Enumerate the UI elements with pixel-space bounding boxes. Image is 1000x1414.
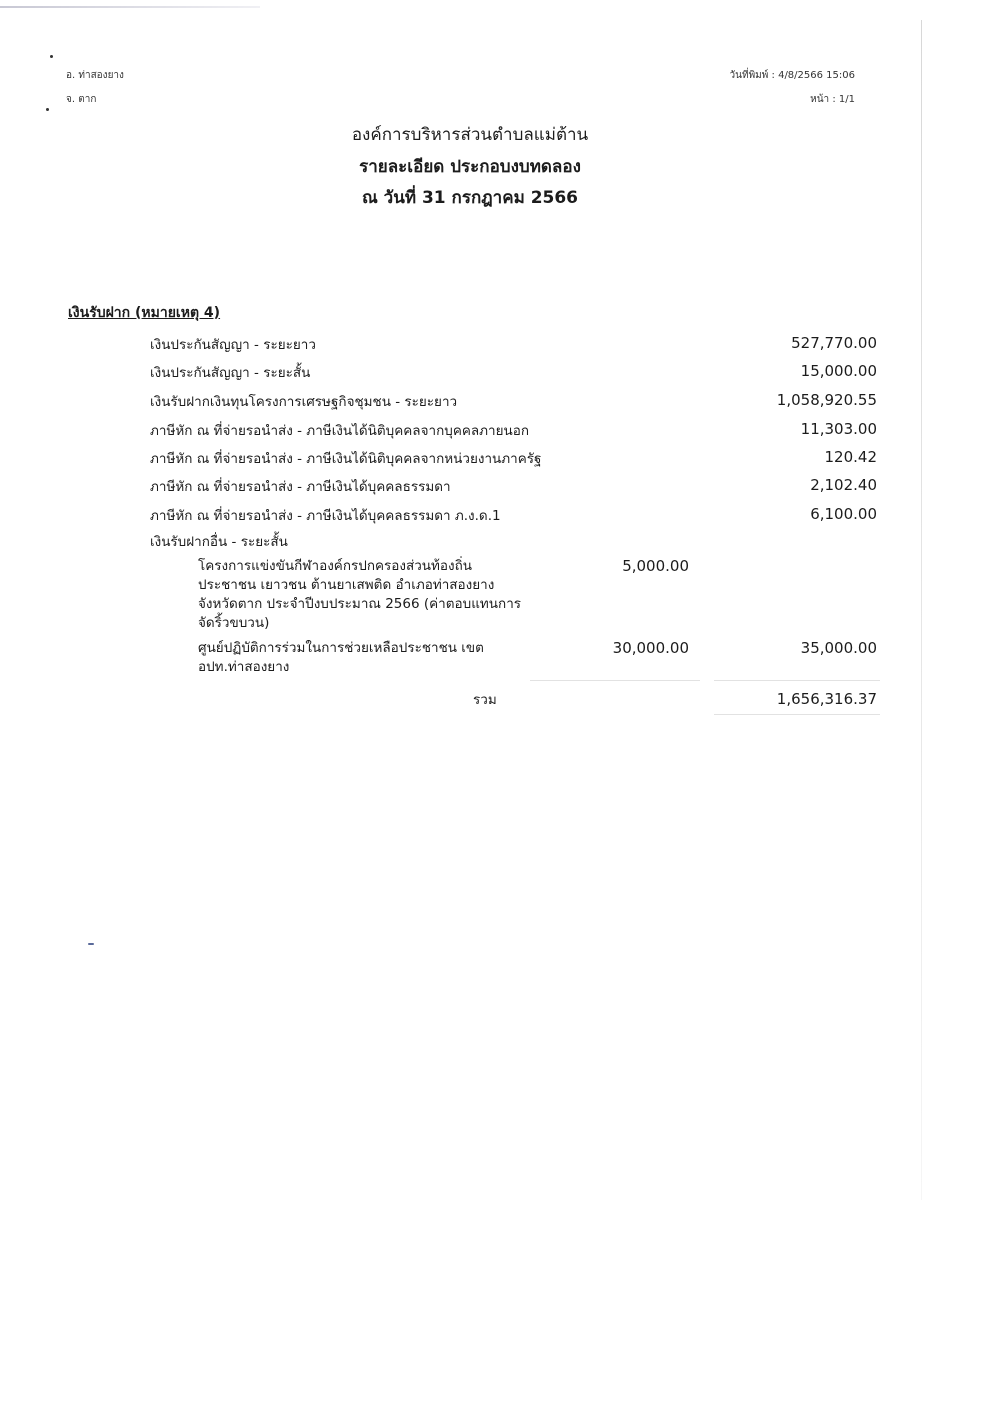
sub-item-amount: 30,000.00 xyxy=(612,639,689,657)
account-amount: 527,770.00 xyxy=(791,334,877,352)
account-label: เงินรับฝากอื่น - ระยะสั้น xyxy=(150,534,288,550)
sub-item-label: ศูนย์ปฏิบัติการร่วมในการช่วยเหลือประชาชน เขต อปท.ท่าสองยาง xyxy=(198,640,484,675)
account-row xyxy=(0,333,1000,359)
scan-artifact-top xyxy=(0,6,260,8)
sub-item-label: โครงการแข่งขันกีฬาองค์กรปกครองส่วนท้องถิ่น ประชาชน เยาวชน ต้านยาเสพติด อำเภอท่าสองยาง จังหวัดตาก ประจำปีงบประมาณ 2566 (ค่าตอบแทนการจัดริ้วขบวน) xyxy=(198,558,522,631)
district-label: อ. ท่าสองยาง xyxy=(66,70,124,81)
total-divider xyxy=(530,680,700,681)
account-label: ภาษีหัก ณ ที่จ่ายรอนำส่ง - ภาษีเงินได้บุคคลธรรมดา ภ.ง.ด.1 xyxy=(150,508,501,524)
section-heading: เงินรับฝาก (หมายเหตุ 4) xyxy=(68,305,221,321)
account-label: เงินรับฝากเงินทุนโครงการเศรษฐกิจชุมชน - ระยะยาว xyxy=(150,394,458,410)
account-amount: 6,100.00 xyxy=(810,505,877,523)
account-row xyxy=(0,361,1000,387)
account-label: ภาษีหัก ณ ที่จ่ายรอนำส่ง - ภาษีเงินได้บุคคลธรรมดา xyxy=(150,479,451,495)
total-underline xyxy=(714,714,880,715)
account-label: ภาษีหัก ณ ที่จ่ายรอนำส่ง - ภาษีเงินได้นิติบุคคลจากหน่วยงานภาครัฐ xyxy=(150,451,542,467)
report-date: ณ วันที่ 31 กรกฎาคม 2566 xyxy=(361,188,579,208)
total-divider xyxy=(714,680,880,681)
account-row xyxy=(0,530,1000,556)
sub-item-row xyxy=(0,639,1000,679)
account-label: เงินประกันสัญญา - ระยะสั้น xyxy=(150,365,311,381)
report-title: รายละเอียด ประกอบงบทดลอง xyxy=(359,157,581,177)
sub-item-amount: 5,000.00 xyxy=(622,557,689,575)
account-row xyxy=(0,419,1000,445)
organization-name: องค์การบริหารส่วนตำบลแม่ต้าน xyxy=(351,125,589,145)
account-amount: 1,058,920.55 xyxy=(776,391,877,409)
account-amount: 120.42 xyxy=(824,448,877,466)
sub-item-row xyxy=(0,557,1000,635)
scan-speck xyxy=(50,55,53,58)
account-label: ภาษีหัก ณ ที่จ่ายรอนำส่ง - ภาษีเงินได้นิติบุคคลจากบุคคลภายนอก xyxy=(150,423,530,439)
account-row xyxy=(0,390,1000,416)
total-amount: 1,656,316.37 xyxy=(776,690,877,708)
scan-speck xyxy=(88,943,94,945)
print-date: วันที่พิมพ์ : 4/8/2566 15:06 xyxy=(729,70,855,81)
total-label: รวม xyxy=(473,692,497,708)
account-label: เงินประกันสัญญา - ระยะยาว xyxy=(150,337,316,353)
scan-speck xyxy=(46,108,49,111)
page-number: หน้า : 1/1 xyxy=(810,94,855,105)
account-row xyxy=(0,475,1000,501)
account-amount: 11,303.00 xyxy=(800,420,877,438)
province-label: จ. ตาก xyxy=(66,94,97,105)
account-row xyxy=(0,447,1000,473)
sub-item-total: 35,000.00 xyxy=(800,639,877,657)
account-amount: 15,000.00 xyxy=(800,362,877,380)
account-amount: 2,102.40 xyxy=(810,476,877,494)
account-row xyxy=(0,504,1000,530)
